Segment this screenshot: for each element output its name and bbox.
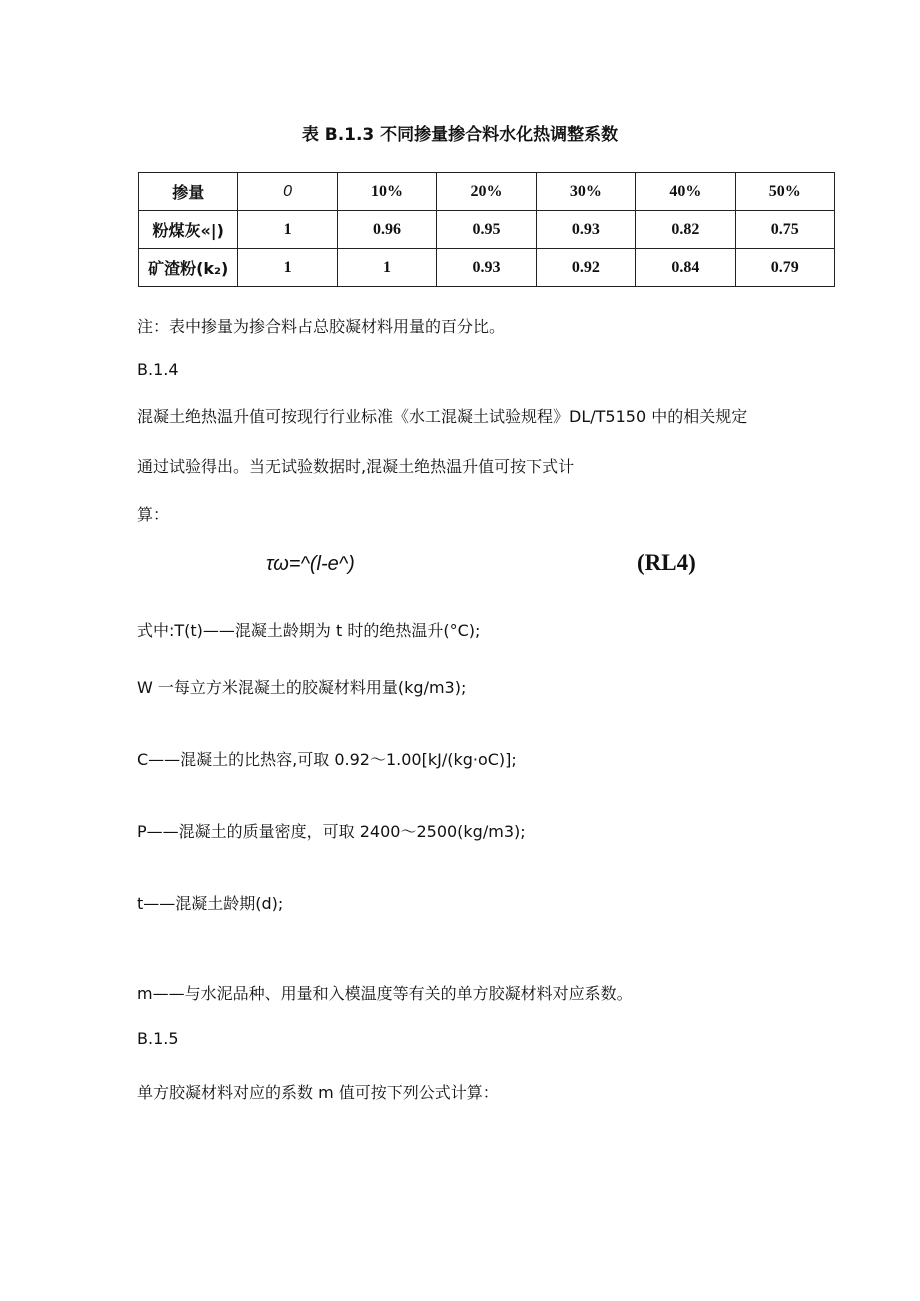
paragraph-line: 通过试验得出。当无试验数据时,混凝土绝热温升值可按下式计 xyxy=(137,457,575,476)
table-cell: 1 xyxy=(238,249,337,287)
table-note: 注：表中掺量为掺合料占总胶凝材料用量的百分比。 xyxy=(137,317,506,336)
header-cell: 40% xyxy=(636,173,735,211)
definition-C: C——混凝土的比热容,可取 0.92～1.00[kJ/(kg·oC)]; xyxy=(137,750,517,769)
header-cell: 30% xyxy=(536,173,635,211)
header-cell: 掺量 xyxy=(139,173,238,211)
table-cell: 1 xyxy=(337,249,436,287)
table-cell: 0.79 xyxy=(735,249,834,287)
definition-m: m——与水泥品种、用量和入模温度等有关的单方胶凝材料对应系数。 xyxy=(137,984,633,1003)
table-cell: 0.75 xyxy=(735,211,834,249)
table-cell: 0.82 xyxy=(636,211,735,249)
definition-W: W 一每立方米混凝土的胶凝材料用量(kg/m3); xyxy=(137,678,467,697)
table-title: 表 B.1.3 不同掺量掺合料水化热调整系数 xyxy=(301,125,619,145)
formula: τω=^(l-e^) xyxy=(266,553,355,575)
table-cell: 0.92 xyxy=(536,249,635,287)
definition-t: t——混凝土龄期(d); xyxy=(137,894,284,913)
table-cell: 1 xyxy=(238,211,337,249)
table-row xyxy=(139,249,835,287)
table-header-row xyxy=(139,173,835,211)
definition-T: 式中:T(t)——混凝土龄期为 t 时的绝热温升(°C); xyxy=(137,621,481,640)
paragraph-line: 单方胶凝材料对应的系数 m 值可按下列公式计算： xyxy=(137,1083,499,1102)
header-cell: 20% xyxy=(437,173,536,211)
section-heading-b14: B.1.4 xyxy=(137,360,179,379)
paragraph-line: 算： xyxy=(137,505,170,524)
coefficient-table xyxy=(138,172,835,287)
table-cell: 0.95 xyxy=(437,211,536,249)
table-cell: 0.84 xyxy=(636,249,735,287)
header-cell: 50% xyxy=(735,173,834,211)
header-cell: 0 xyxy=(238,173,337,211)
table-cell: 0.93 xyxy=(536,211,635,249)
row-label: 矿渣粉(k₂) xyxy=(139,249,238,287)
equation-number: (RL4) xyxy=(637,550,696,575)
table-cell: 0.96 xyxy=(337,211,436,249)
paragraph-line: 混凝土绝热温升值可按现行行业标准《水工混凝土试验规程》DL/T5150 中的相关规定 xyxy=(137,407,748,426)
row-label: 粉煤灰«|) xyxy=(139,211,238,249)
table-cell: 0.93 xyxy=(437,249,536,287)
section-heading-b15: B.1.5 xyxy=(137,1029,179,1048)
definition-P: P——混凝土的质量密度，可取 2400～2500(kg/m3); xyxy=(137,822,526,841)
header-cell: 10% xyxy=(337,173,436,211)
table-row xyxy=(139,211,835,249)
